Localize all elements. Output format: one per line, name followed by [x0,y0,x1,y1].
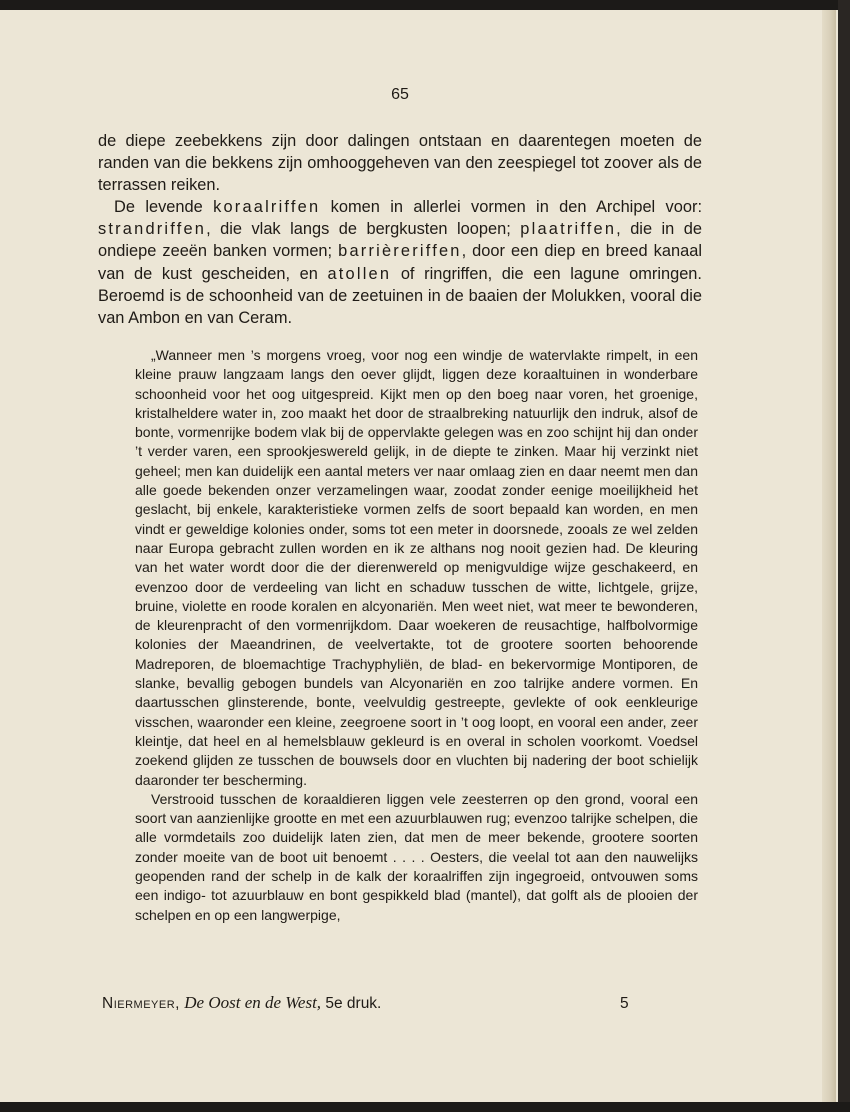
term-plaatriffen: plaatriffen [520,220,617,239]
p2-text-5: , door een diep en breed kanaal van de kust gescheiden, en [98,242,702,283]
footer-edition: 5e druk. [325,995,382,1012]
p2-text-2: komen in allerlei vormen in den Archipel voor: [320,198,702,217]
right-scan-border [838,0,850,1112]
signature-mark: 5 [620,995,629,1012]
p2-text-4: , die in de ondiepe zeeën banken vormen; [98,220,703,261]
p2-text-6: of ringriffen, die een lagune omringen. Beroemd is de schoonheid van de zeetuinen in de baaien der Molukken, vooral die van Ambon en van Ceram. [98,264,702,327]
term-strandriffen: strandriffen [98,220,207,239]
page-edge [822,10,836,1102]
term-koraalriffen: koraalriffen [213,198,321,217]
term-barriereriffen: barrièreriffen [338,242,462,261]
footer-author: Niermeyer, [102,995,180,1012]
quote-paragraph-1: „Wanneer men ’s morgens vroeg, voor nog een windje de watervlakte rimpelt, in een kleine prauw langzaam langs den oever glijdt, liggen deze koraaltuinen in wonderbare schoonheid voor het oog uitgespreid. Kijkt men op den boeg naar voren, het groenige, kristalheldere water in, zoo maakt het door de straalbreking natuurlijk den indruk, alsof de bonte, vormenrijke bodem vlak bij de oppervlakte gelegen was en zoo schijnt hij dan onder ’t verder varen, een sprookjeswereld gelijk, in de diepte te zinken. Maar hij verzinkt niet geheel; men kan duidelijk een aantal meters ver naar omlaag zien en daar neemt men dan alle goede bekenden onzer verzamelingen waar, zoodat zonder eenige moeilijkheid het geslacht, bij enkele, karakteristieke vormen zelfs de soort bepaald kan worden, en men vindt er geweldige kolonies onder, soms tot een meter in doorsnede, zooals ze wel zelden naar Europa gebracht zullen worden en ik ze althans nog nooit gezien had. De kleuring van het water wordt door die der dierenwereld op menigvuldige wijze geschakeerd, en evenzoo door de verdeeling van licht en schaduw tusschen de witte, lichtgele, grijze, bruine, violette en roode koralen en alcyonariën. Men weet niet, wat meer te bewonderen, de kleurenpracht of den vormenrijkdom. Daar woekeren de reusachtige, halfbolvormige kolonies der Maeandrinen, de veelvertakte, tot de grootere soorten behoorende Madreporen, de bloemachtige Trachyphyliën, de blad- en bekervormige Montiporen, de slanke, bevallig gebogen bundels van Alcyonariën en zoo talrijke andere vormen. En daartusschen glinsterende, bonte, veelvuldig gestreepte, gevlekte of ook eenkleurige visschen, waaronder een kleine, zeegroene soort in ’t oog loopt, en vooral een ander, zeer kleintje, dat heel en al hemelsblauw gekleurd is en overal in scholen voorkomt. Voedsel zoekend glijden ze tusschen de bouwsels door en vluchten bij nadering der boot schielijk daaronder ter bescherming. [135,347,698,788]
page-footer [102,993,652,1013]
p2-text-1: De levende [114,198,214,217]
paragraph-2 [98,196,702,329]
main-text [98,130,702,329]
quotation [135,346,698,925]
term-atollen: atollen [327,264,392,283]
quote-paragraph-2: Verstrooid tusschen de koraaldieren liggen vele zeesterren op den grond, vooral een soort van aanzienlijke grootte en met een azuurblauwen rug; evenzoo talrijke schelpen, die alle vormdetails zoo duidelijk laten zien, dat men de meer bekende, grootere soorten zonder moeite van de boot uit benoemt . . . . Oesters, die veelal tot aan den nauwelijks geopenden rand der schelp in de kalk der koraalriffen zijn ingegroeid, ontvouwen soms een indigo- tot azuurblauw en bont gespikkeld blad (mantel), dat golft als de plooien der schelpen en op een langwerpige, [135,790,698,923]
paragraph-1: de diepe zeebekkens zijn door dalingen ontstaan en daarentegen moeten de randen van die bekkens zijn omhooggeheven van den zeespiegel tot zoover als de terrassen reiken. [98,132,702,195]
page-number: 65 [391,86,409,103]
top-scan-border [0,0,850,10]
footer-title: De Oost en de West, [184,993,322,1012]
book-page [0,10,838,1102]
bottom-scan-border [0,1102,850,1112]
p2-text-3: , die vlak langs de bergkusten loopen; [206,220,521,239]
